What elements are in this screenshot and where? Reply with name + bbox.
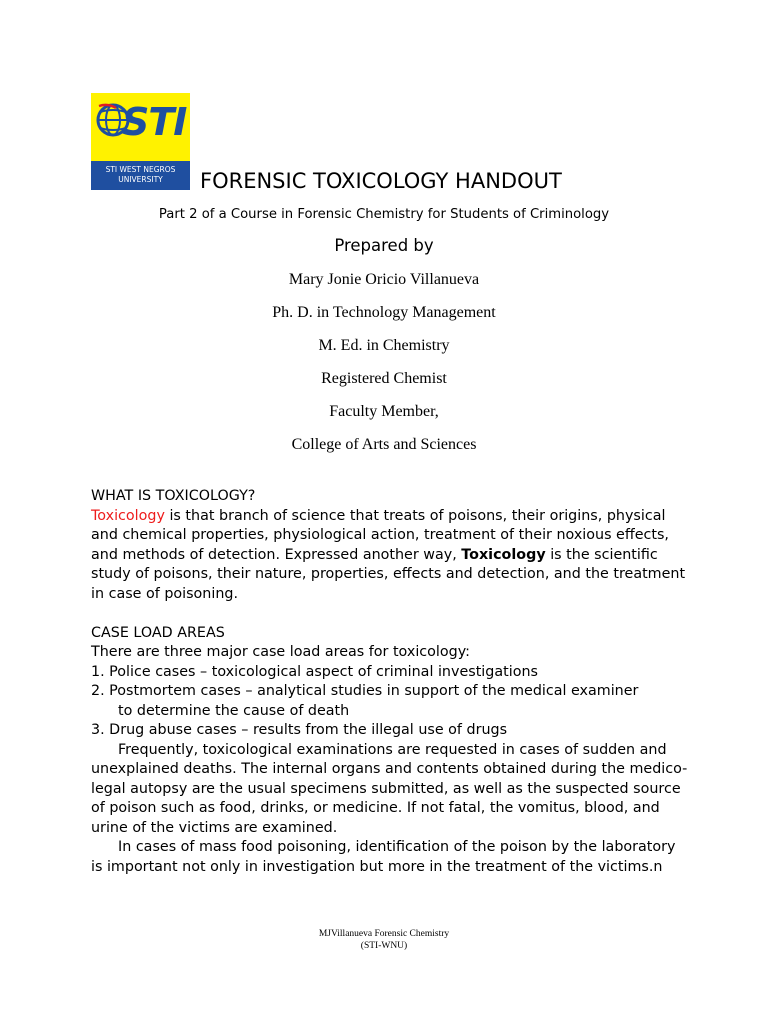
- sti-logo: [91, 93, 190, 190]
- term-bold: Toxicology: [461, 546, 546, 563]
- list-item: 1. Police cases – toxicological aspect of criminal investigations: [91, 663, 538, 680]
- footer-line: (STI-WNU): [360, 941, 408, 951]
- logo-band-line1: STI WEST NEGROS: [105, 165, 176, 174]
- section-heading-toxicology: WHAT IS TOXICOLOGY?: [91, 488, 256, 504]
- toxicology-definition: [91, 507, 691, 605]
- author-credentials: [0, 268, 768, 466]
- document-title: FORENSIC TOXICOLOGY HANDOUT: [200, 169, 562, 193]
- case-load-intro: There are three major case load areas for toxicology:: [91, 644, 470, 660]
- list-item: 3. Drug abuse cases – results from the illegal use of drugs: [91, 722, 508, 738]
- definition-text: is the scientific study of poisons, their nature, properties, effects and detection, and the treatment in case of poisoning.: [91, 546, 686, 602]
- paragraph: Frequently, toxicological examinations are requested in cases of sudden and unexplained deaths. The internal organs and contents obtained during the medico-legal autopsy are the usual specimens submitted, as well as the suspected source of poison such as food, drinks, or medicine. If not fatal, the vomitus, blood, and urine of the victims are examined.: [91, 741, 688, 836]
- author-name: Mary Jonie Oricio Villanueva: [288, 271, 480, 288]
- credential-line: M. Ed. in Chemistry: [318, 337, 450, 354]
- document-subtitle: Part 2 of a Course in Forensic Chemistry for Students of Criminology: [158, 207, 610, 222]
- term-highlight: Toxicology: [91, 507, 165, 524]
- paragraph: In cases of mass food poisoning, identification of the poison by the laboratory is important not only in investigation but more in the treatment of the victims.n: [91, 839, 676, 875]
- logo-university-band: [91, 161, 190, 190]
- definition-text: is that branch of science that treats of poisons, their origins, physical and chemical properties, physiological action, treatment of their noxious effects, and methods of detection. Expressed another way,: [91, 507, 669, 563]
- section-heading-case-load: CASE LOAD AREAS: [91, 624, 225, 641]
- footer-line: MJVillanueva Forensic Chemistry: [318, 929, 450, 939]
- page-footer: [0, 928, 768, 952]
- credential-line: Faculty Member,: [329, 403, 439, 420]
- list-item-continuation: to determine the cause of death: [118, 702, 350, 719]
- document-body: [91, 487, 691, 877]
- list-item: 2. Postmortem cases – analytical studies in support of the medical examiner: [91, 683, 639, 699]
- prepared-by-label: Prepared by: [334, 236, 434, 255]
- credential-line: Registered Chemist: [321, 370, 447, 387]
- credential-line: College of Arts and Sciences: [291, 436, 477, 453]
- logo-wordmark: STI: [122, 100, 187, 144]
- credential-line: Ph. D. in Technology Management: [272, 304, 496, 321]
- logo-band-line2: UNIVERSITY: [118, 175, 163, 184]
